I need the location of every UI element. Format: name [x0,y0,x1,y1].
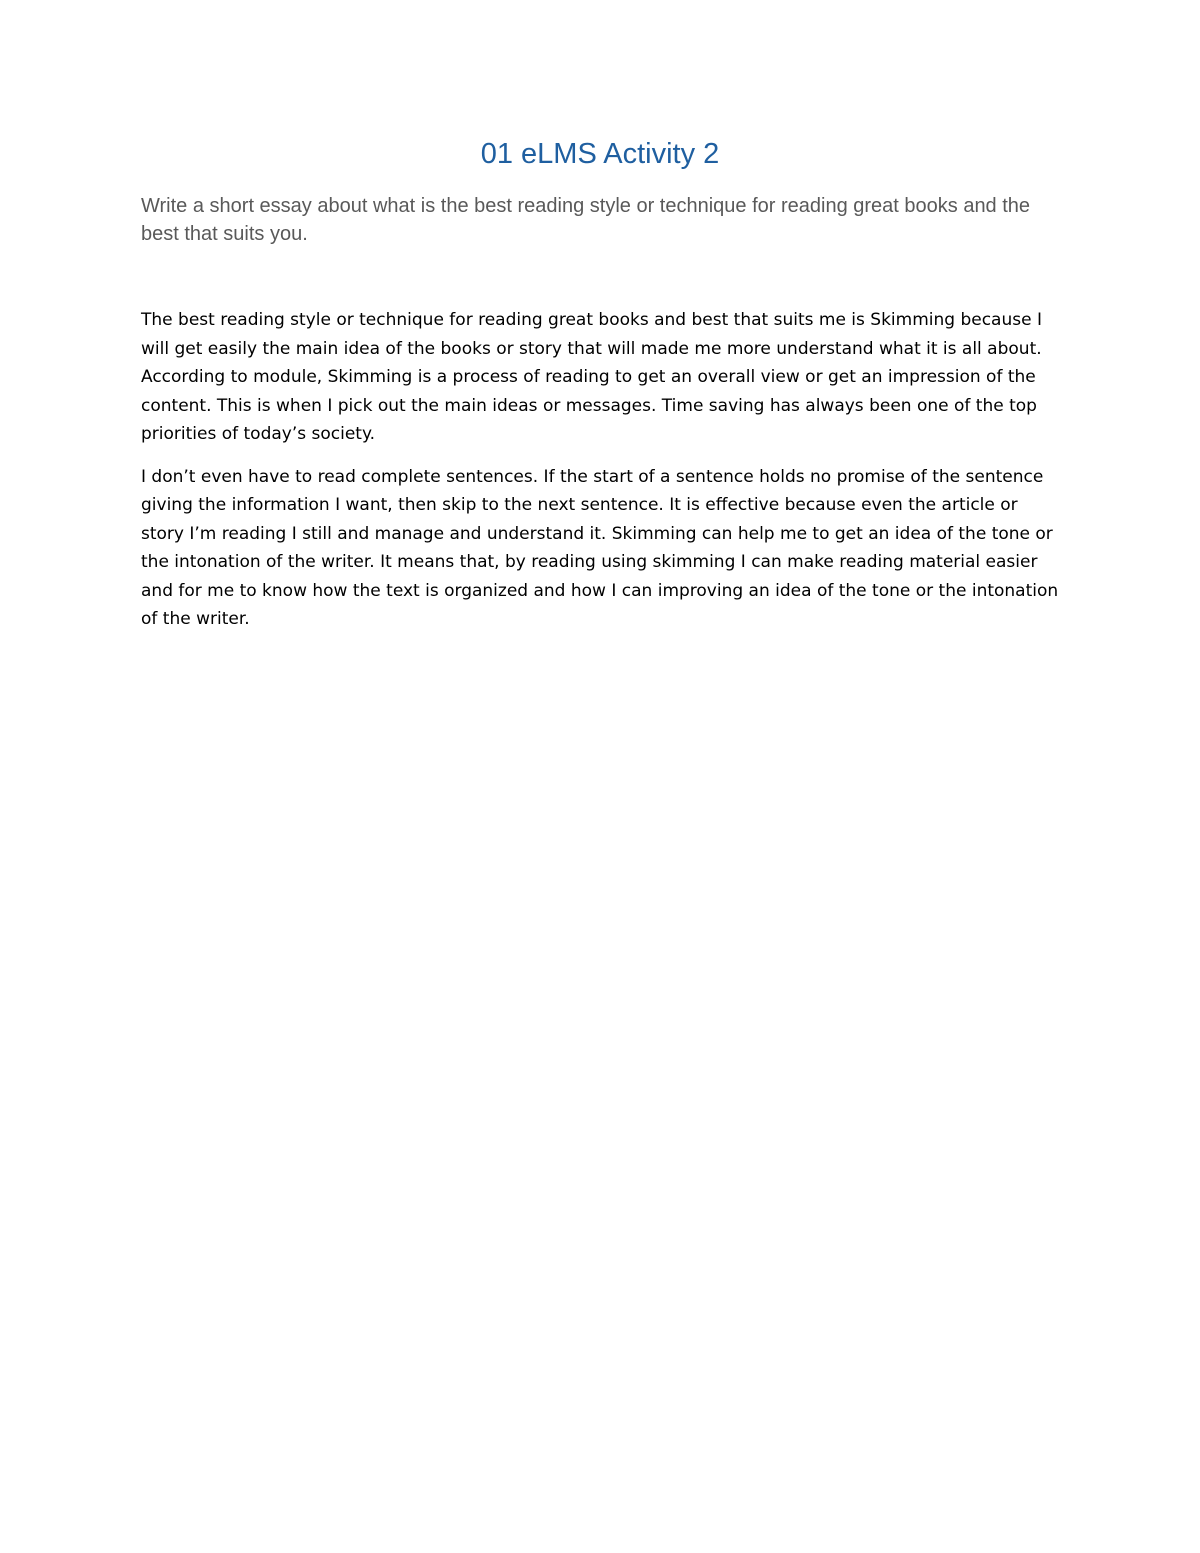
essay-paragraph-1: The best reading style or technique for reading great books and best that suits me is Skimming because I will get easily the main idea of the books or story that will made me more understand what it is all about. According to module, Skimming is a process of reading to get an overall view or get an impression of the content. This is when I pick out the main ideas or messages. Time saving has always been one of the top priorities of today’s society. [141,310,1042,444]
essay-paragraph-2: I don’t even have to read complete sentences. If the start of a sentence holds no promise of the sentence giving the information I want, then skip to the next sentence. It is effective because even the article or story I’m reading I still and manage and understand it. Skimming can help me to get an idea of the tone or the intonation of the writer. It means that, by reading using skimming I can make reading material easier and for me to know how the text is organized and how I can improving an idea of the tone or the intonation of the writer. [141,466,1059,629]
document-title: 01 eLMS Activity 2 [480,138,720,170]
activity-prompt: Write a short essay about what is the best reading style or technique for reading great books and the best that suits you. [141,195,1031,245]
essay-body [141,306,1066,648]
